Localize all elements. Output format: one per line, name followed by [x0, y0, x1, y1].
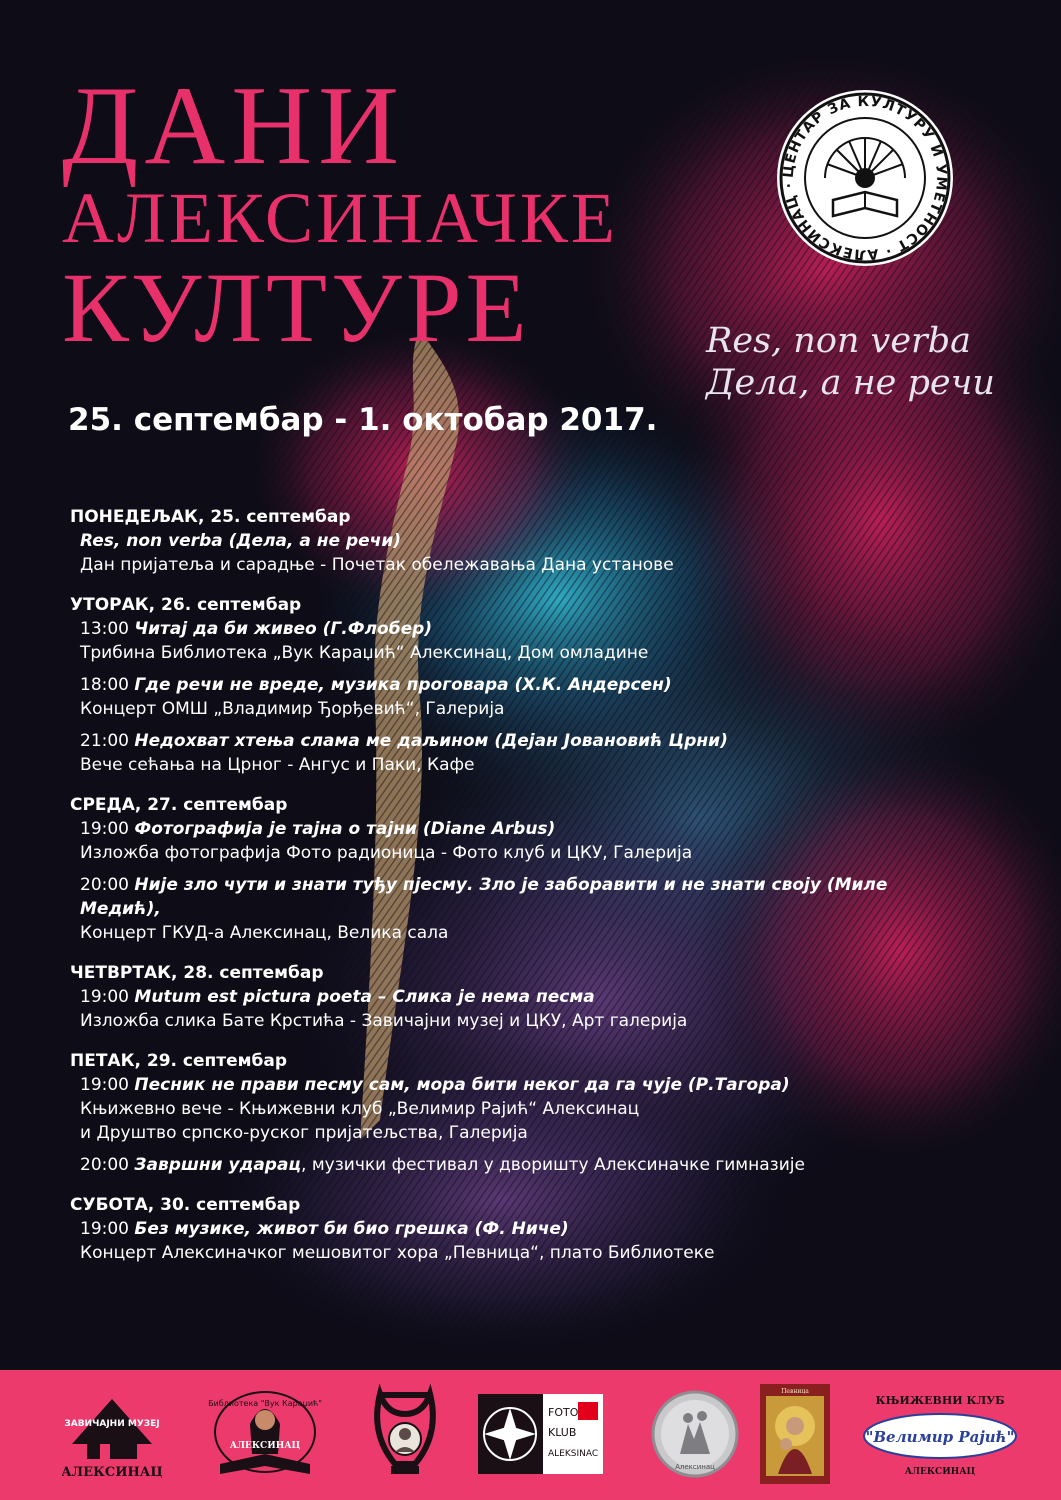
event-description: Вече сећања на Црног - Ангус и Паки, Кафе — [80, 755, 475, 775]
day-heading: ЧЕТВРТАК, 28. септембар — [70, 963, 324, 983]
title-line-3: КУЛТУРЕ — [62, 252, 531, 363]
event-title: Res, non verba (Дела, а не речи) — [80, 531, 401, 551]
event-title-line — [80, 985, 970, 1009]
library-logo — [200, 1384, 330, 1484]
literary-club-title: КЊИЖЕВНИ КЛУБ — [875, 1394, 1005, 1407]
museum-logo-text: ЗАВИЧАЈНИ МУЗЕЈ — [64, 1419, 160, 1429]
event-description: Концерт ГКУД-а Алексинац, Велика сала — [80, 923, 449, 943]
day-heading: ПОНЕДЕЉАК, 25. септембар — [70, 507, 351, 527]
icon-logo-text: Певница — [781, 1388, 809, 1395]
program-day — [70, 961, 970, 1033]
culture-center-seal-logo — [775, 88, 955, 268]
photo-club-line-3: ALEKSINAC — [548, 1449, 599, 1459]
event-title-line — [80, 529, 970, 553]
seal-text: ЦЕНТАР ЗА КУЛТУРУ И УМЕТНОСТ · АЛЕКСИНАЦ · — [780, 93, 950, 263]
day-heading: СУБОТА, 30. септембар — [70, 1195, 301, 1215]
event-title: Недохват хтења слама ме даљином (Дејан Јовановић Црни) — [134, 731, 728, 751]
event-spacer — [70, 1145, 970, 1153]
medal-logo-text: Алексинац — [675, 1463, 715, 1471]
sponsors-footer — [0, 1370, 1061, 1500]
event-description: Трибина Библиотека „Вук Караџић“ Алексинац, Дом омладине — [80, 643, 649, 663]
folk-dance-medal-logo — [650, 1384, 740, 1484]
event-description: Књижевно вече - Књижевни клуб „Велимир Рајић“ Алексинац — [80, 1099, 640, 1119]
event-title-line — [80, 873, 970, 921]
event-title: Фотографија је тајна о тајни (Diane Arbus) — [134, 819, 556, 839]
event-title: Где речи не вреде, музика проговара (Х.К. Андерсен) — [134, 675, 672, 695]
program-day — [70, 593, 970, 777]
day-heading: СРЕДА, 27. септембар — [70, 795, 288, 815]
title-line-1: ДАНИ — [62, 64, 406, 188]
literary-club-name: "Велимир Рајић" — [865, 1428, 1015, 1446]
photo-club-logo — [478, 1384, 608, 1484]
literary-club-logo — [860, 1384, 1020, 1484]
event-spacer — [70, 721, 970, 729]
choir-icon-logo — [760, 1384, 830, 1484]
museum-logo-city: АЛЕКСИНАЦ — [62, 1465, 162, 1480]
program-day — [70, 1193, 970, 1265]
event-title: Завршни ударац — [134, 1155, 302, 1175]
event-time: 18:00 — [80, 675, 129, 695]
event-description: Дан пријатеља и сарадње - Почетак обележавања Дана установе — [80, 555, 674, 575]
event-title: Читај да би живео (Г.Флобер) — [134, 619, 433, 639]
event-title: Песник не прави песму сам, мора бити неког да га чује (Р.Тагора) — [134, 1075, 790, 1095]
event-description: Изложба слика Бате Крстића - Завичајни музеј и ЦКУ, Арт галерија — [80, 1011, 688, 1031]
event-title-line — [80, 673, 970, 697]
literary-club-city: АЛЕКСИНАЦ — [904, 1467, 976, 1477]
event-time: 19:00 — [80, 987, 129, 1007]
event-title: Није зло чути и знати туђу пјесму. Зло је заборавити и не знати своју (Миле Медић), — [80, 875, 888, 919]
event-description: Изложба фотографија Фото радионица - Фото клуб и ЦКУ, Галерија — [80, 843, 693, 863]
motto-serbian: Дела, а не речи — [706, 363, 995, 403]
museum-logo — [62, 1384, 162, 1484]
photo-club-line-1: FOTO — [548, 1406, 579, 1419]
event-spacer — [70, 665, 970, 673]
motto-latin: Res, non verba — [706, 321, 972, 361]
event-title-line — [80, 617, 970, 641]
event-title — [62, 64, 618, 363]
library-logo-city: АЛЕКСИНАЦ — [229, 1441, 301, 1451]
event-time: 21:00 — [80, 731, 129, 751]
event-title-line — [80, 1153, 970, 1177]
event-spacer — [70, 865, 970, 873]
event-description: и Друштво српско-руског пријатељства, Галерија — [80, 1123, 528, 1143]
event-description: Концерт ОМШ „Владимир Ђорђевић“, Галерија — [80, 699, 505, 719]
event-time: 19:00 — [80, 1075, 129, 1095]
event-title-line — [80, 729, 970, 753]
program-day — [70, 1049, 970, 1177]
event-title: Без музике, живот би био грешка (Ф. Ниче) — [134, 1219, 569, 1239]
photo-club-line-2: KLUB — [548, 1426, 577, 1439]
event-description: Концерт Алексиначког мешовитог хора „Певница“, плато Библиотеке — [80, 1243, 715, 1263]
event-dates: 25. септембар - 1. октобар 2017. — [68, 402, 658, 438]
event-title-line — [80, 1073, 970, 1097]
title-line-2: АЛЕКСИНАЧКЕ — [62, 178, 618, 258]
day-heading: УТОРАК, 26. септембар — [70, 595, 302, 615]
program-day — [70, 793, 970, 945]
motto — [706, 320, 995, 404]
library-logo-text: Библиотека "Вук Караџић" — [208, 1399, 322, 1408]
event-time: 13:00 — [80, 619, 129, 639]
event-time: 20:00 — [80, 875, 129, 895]
event-time: 20:00 — [80, 1155, 129, 1175]
event-title: Mutum est pictura poeta – Слика је нема песма — [134, 987, 595, 1007]
event-time: 19:00 — [80, 819, 129, 839]
day-heading: ПЕТАК, 29. септембар — [70, 1051, 288, 1071]
event-suffix: , музички фестивал у дворишту Алексиначке гимназије — [301, 1155, 805, 1175]
event-title-line — [80, 1217, 970, 1241]
event-time: 19:00 — [80, 1219, 129, 1239]
music-school-lyre-logo — [365, 1384, 445, 1484]
program-day — [70, 505, 970, 577]
program-schedule — [70, 505, 970, 1281]
event-title-line — [80, 817, 970, 841]
